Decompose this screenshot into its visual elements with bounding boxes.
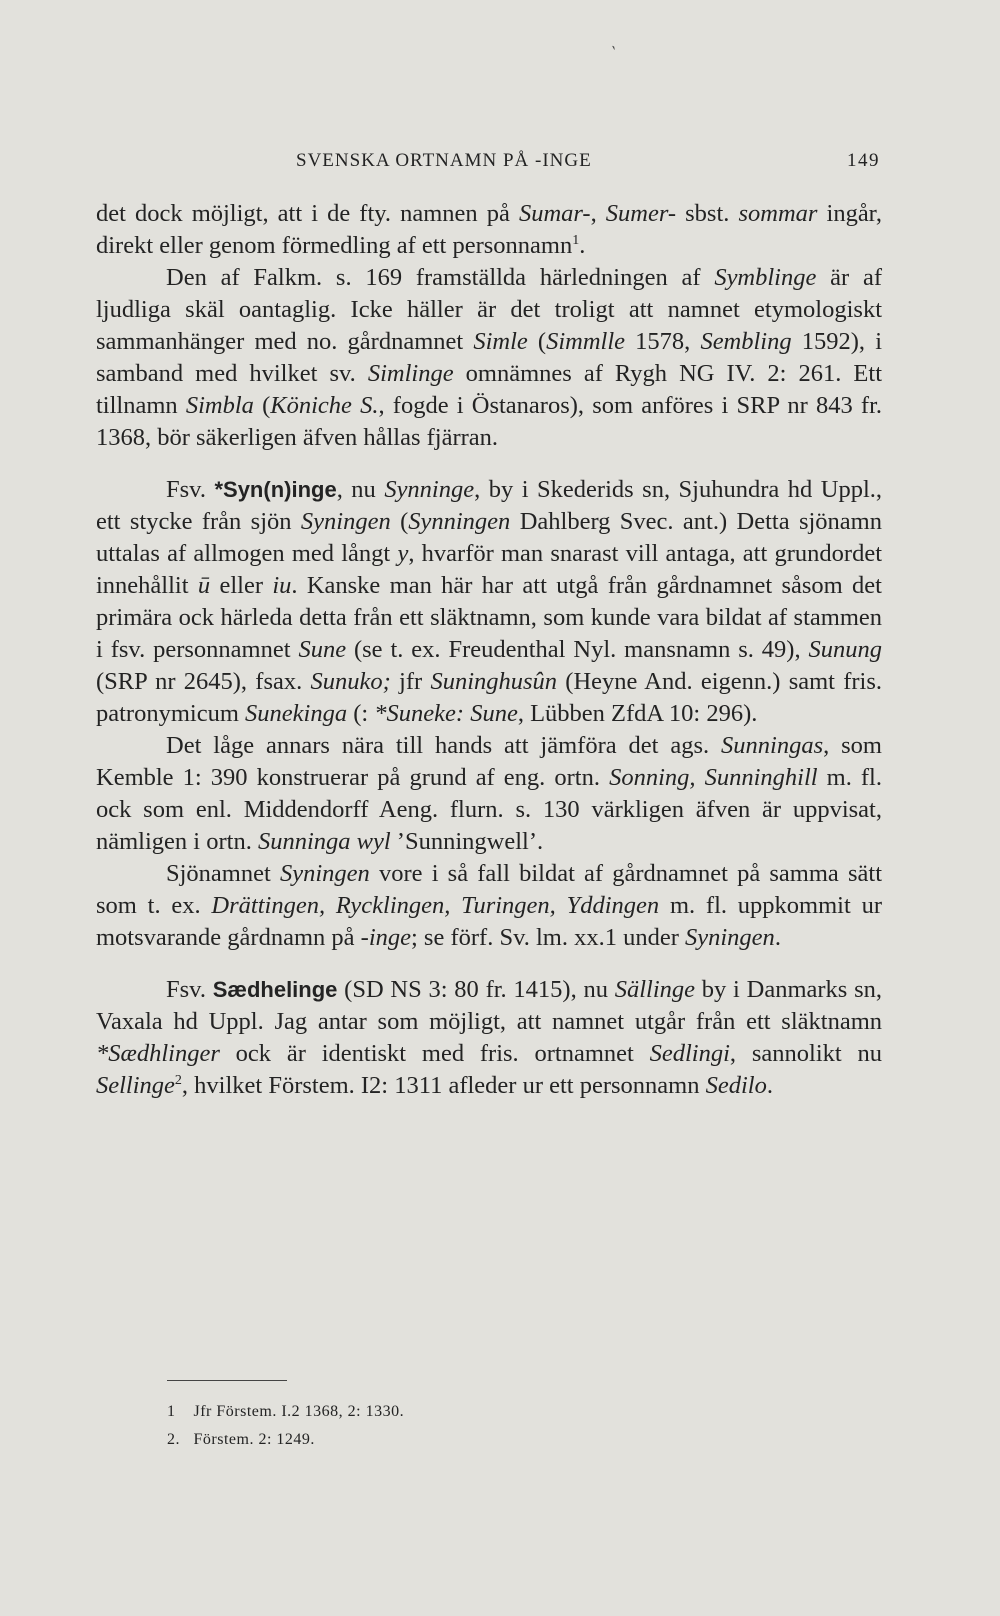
italic-run: Simbla: [185, 392, 254, 419]
text-run: .: [766, 1072, 773, 1099]
italic-run: Sällinge: [614, 976, 696, 1003]
headword: *Syn(n)inge: [214, 477, 337, 502]
italic-run: sommar: [738, 200, 818, 227]
text-run: , som Kemble 1: 390 konstruerar på grund af eng. ortn.: [96, 732, 882, 791]
italic-run: Sunung: [808, 636, 883, 663]
text-run: (SD NS 3: 80 fr. 1415), nu: [337, 976, 615, 1003]
text-run: jfr: [390, 668, 431, 695]
text-run: (: [390, 508, 409, 535]
italic-run: Sunekinga: [245, 700, 348, 727]
footnote-ref: 1: [572, 232, 580, 248]
text-run: 1592), i samband med hvilket sv.: [96, 328, 883, 387]
italic-run: ū: [197, 572, 211, 599]
text-run: Den af Falkm. s. 169 framställda härledningen af: [166, 264, 715, 291]
text-run: by i Danmarks sn, Vaxala hd Uppl. Jag antar som möjligt, att namnet utgår från ett släktnamn: [96, 976, 882, 1035]
italic-run: Sellinge: [96, 1072, 175, 1099]
text-run: (se t. ex. Freudenthal Nyl. mansnamn s. 49),: [346, 636, 809, 663]
italic-run: Köniche S.: [270, 392, 379, 419]
page-number: 149: [847, 150, 880, 171]
paragraph: [96, 974, 882, 1102]
text-run: , sannolikt nu: [729, 1040, 882, 1067]
text-run: omnämnes af Rygh NG IV. 2: 261. Ett tillnamn: [96, 360, 882, 419]
text-run: (: [253, 392, 271, 419]
footnote-text: Jfr Förstem. I.2 1368, 2: 1330.: [193, 1403, 405, 1420]
text-run: ; se förf. Sv. lm. xx.1 under: [411, 924, 685, 951]
italic-run: Symblinge: [714, 264, 817, 291]
footnote-text: Förstem. 2: 1249.: [193, 1431, 315, 1448]
text-run: m. fl. uppkommit ur motsvarande gårdnamn på: [96, 892, 882, 951]
text-run: m. fl. ock som enl. Middendorff Aeng. flurn. s. 130 värkligen äfven är uppvisat, nämligen i ortn.: [96, 764, 882, 855]
text-run: , nu: [336, 476, 385, 503]
italic-run: Syningen: [279, 860, 370, 887]
text-run: ’Sunningwell’.: [390, 828, 544, 855]
text-run: , Lübben ZfdA 10: 296).: [517, 700, 758, 727]
text-run: , by i Skederids sn, Sjuhundra hd Uppl., ett stycke från sjön: [96, 476, 883, 535]
italic-run: Simle: [473, 328, 528, 355]
footnote-number: 2.: [167, 1431, 180, 1448]
italic-run: Sumar-: [518, 200, 591, 227]
paragraph: [96, 198, 882, 262]
italic-run: Sumer-: [605, 200, 677, 227]
footnote: [167, 1398, 404, 1426]
text-run: Sjönamnet: [166, 860, 280, 887]
italic-run: Synningen: [408, 508, 511, 535]
text-run: (Heyne And. eigenn.) samt fris. patronymicum: [96, 668, 883, 727]
corner-mark: ˎ: [610, 29, 625, 51]
paragraph: [96, 262, 882, 454]
text-run: , fogde i Östanaros), som anföres i SRP nr 843 fr. 1368, bör säkerligen äfven hållas fjärran.: [96, 392, 883, 451]
italic-run: Simlinge: [367, 360, 454, 387]
footnote-ref: 2: [174, 1072, 182, 1088]
text-run: Dahlberg Svec. ant.) Detta sjönamn uttalas af allmogen med långt: [96, 508, 882, 567]
italic-run: Syningen: [300, 508, 391, 535]
text-run: Fsv.: [166, 976, 213, 1003]
italic-run: iu: [272, 572, 292, 599]
paragraph: [96, 474, 882, 730]
text-run: , hvarför man snarast vill antaga, att grundordet innehållit: [96, 540, 883, 599]
text-run: det dock möjligt, att i de fty. namnen på: [96, 200, 519, 227]
italic-run: Syningen: [685, 924, 775, 951]
text-run: ock är identiskt med fris. ortnamnet: [219, 1040, 650, 1067]
text-run: Det låge annars nära till hands att jämföra det ags.: [166, 732, 722, 759]
italic-run: Simmlle: [546, 328, 626, 355]
text-run: ,: [590, 200, 606, 227]
italic-run: Sune: [298, 636, 347, 663]
footnote: [167, 1426, 404, 1454]
text-run: .: [774, 924, 781, 951]
text-run: är af ljudliga skäl oantaglig. Icke häller är det troligt att namnet etymologiskt sammanhänger med no. gårdnamnet: [96, 264, 882, 355]
italic-run: Sunuko;: [310, 668, 391, 695]
running-title: SVENSKA ORTNAMN PÅ -INGE: [296, 150, 592, 171]
text-run: (:: [347, 700, 375, 727]
text-run: . Kanske man här har att utgå från gårdnamnet såsom det primära ock härleda detta från ett släktnamn, som kunde vara bildat af stammen i fsv. personnamnet: [96, 572, 882, 663]
text-run: (: [527, 328, 547, 355]
text-run: sbst.: [676, 200, 739, 227]
footnote-number: 1: [167, 1403, 176, 1420]
text-run: , hvilket Förstem. I2: 1311 afleder ur ett personnamn: [181, 1072, 706, 1099]
italic-run: Sunningas: [721, 732, 824, 759]
footnote-rule: [167, 1380, 287, 1381]
text-run: .: [579, 232, 586, 259]
italic-run: Synninge: [384, 476, 475, 503]
text-run: (SRP nr 2645), fsax.: [96, 668, 311, 695]
italic-run: *Suneke: Sune: [374, 700, 518, 727]
text-run: vore i så fall bildat af gårdnamnet på samma sätt som t. ex.: [96, 860, 882, 919]
italic-run: Sonning, Sunninghill: [609, 764, 818, 791]
headword: Sædhelinge: [212, 977, 338, 1002]
italic-run: y: [397, 540, 409, 567]
italic-run: Drättingen, Rycklingen, Turingen, Yddingen: [211, 892, 660, 919]
italic-run: *Sædhlinger: [96, 1040, 220, 1067]
text-run: Fsv.: [166, 476, 215, 503]
paragraph: [96, 858, 882, 954]
italic-run: -inge: [360, 924, 411, 951]
body-text: [96, 198, 882, 1102]
italic-run: Sembling: [700, 328, 792, 355]
paragraph: [96, 730, 882, 858]
text-run: ingår, direkt eller genom förmedling af ett personnamn: [96, 200, 882, 259]
italic-run: Sunninga wyl: [257, 828, 391, 855]
italic-run: Sedilo: [705, 1072, 767, 1099]
italic-run: Suninghusûn: [430, 668, 558, 695]
text-run: 1578,: [625, 328, 701, 355]
text-run: eller: [210, 572, 273, 599]
footnotes: [167, 1398, 404, 1454]
italic-run: Sedlingi: [649, 1040, 730, 1067]
